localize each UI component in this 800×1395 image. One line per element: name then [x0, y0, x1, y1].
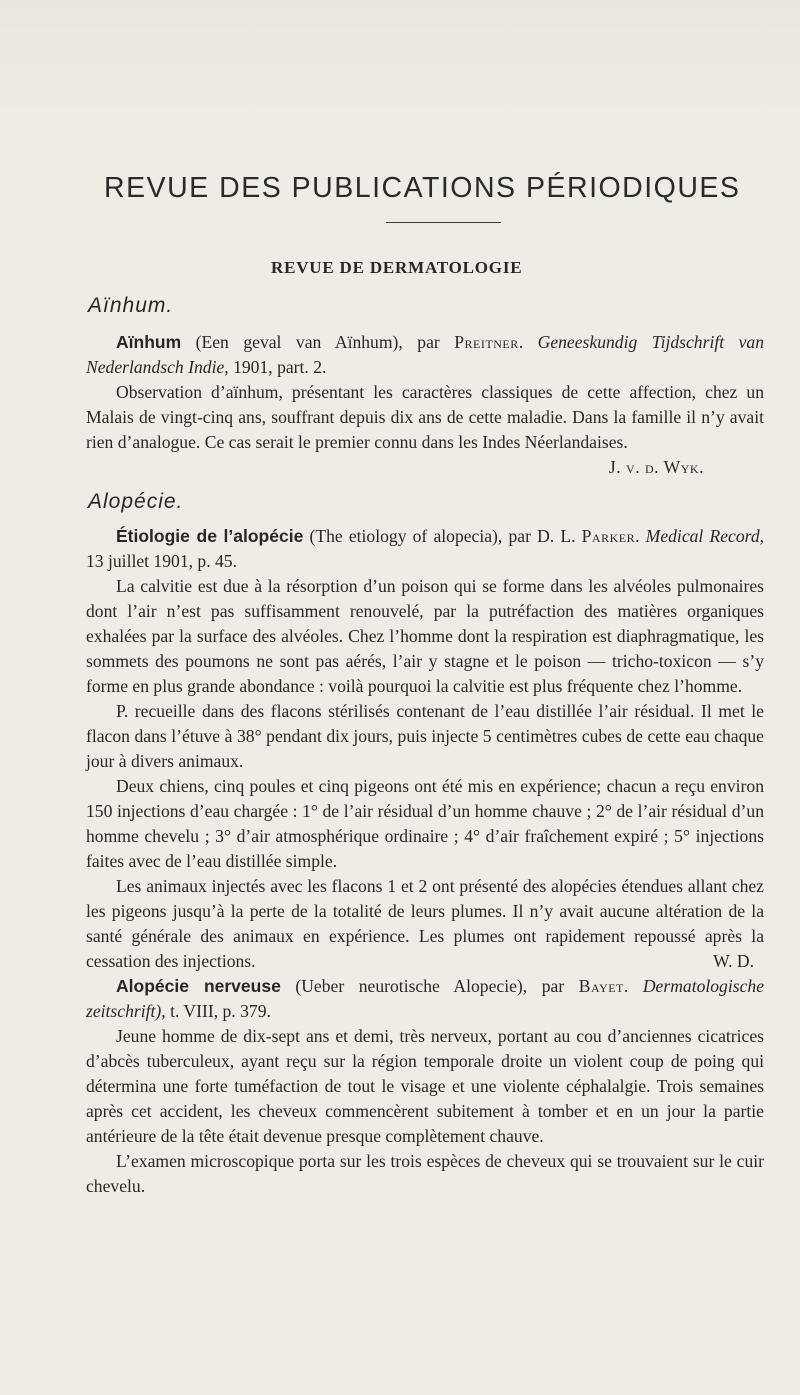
alopecie-paragraph-4-signature: W. D. — [713, 951, 754, 971]
alopecie-article1-journal: Medical Record — [645, 526, 760, 546]
alopecie-paragraph-6: L’examen microscopique porta sur les trois espèces de cheveux qui se trouvaient sur le cuir chevelu. — [86, 1151, 764, 1196]
ainhum-heading: Aïnhum. — [88, 294, 174, 317]
alopecie-paragraph-1: La calvitie est due à la résorption d’un poison qui se forme dans les alvéoles pulmonaires dont l’air n’est pas suffisamment renouvelé, par la putréfaction des matières organiques exhalées par la surface des alvéoles. Chez l’homme dont la respiration est diaphragmatique, les sommets des poumons ne sont pas aérés, l’air y stagne et le poison — tricho-toxicon — s’y forme en plus grande abondance : voilà pourquoi la calvitie est plus fréquente chez l’homme. — [86, 576, 764, 696]
alopecie-article1-citation-c: , 13 juillet 1901, p. 45. — [86, 526, 765, 571]
ainhum-article — [86, 330, 764, 480]
alopecie-article1-title: Étiologie de l’alopécie — [116, 526, 304, 546]
alopecie-paragraph-4 — [86, 874, 764, 974]
alopecie-article2-citation-c: , t. VIII, p. 379. — [161, 1001, 271, 1021]
alopecie-article2-citation-b: . — [623, 976, 643, 996]
alopecie-article2-title: Alopécie nerveuse — [116, 976, 281, 996]
ainhum-citation — [86, 330, 764, 380]
alopecie-paragraph-5: Jeune homme de dix-sept ans et demi, très nerveux, portant au cou d’anciennes cicatrices d’abcès tuberculeux, ayant reçu sur la région temporale droite un violent coup de poing qui détermina une forte tuméfaction de tout le visage et une violente céphalalgie. Trois semaines après cet accident, les cheveux commencèrent subitement à tomber et en un jour la partie antérieure de la tête était devenue presque complètement chauve. — [86, 1026, 764, 1146]
alopecie-article2-journal: Dermatologische zeitschrift) — [86, 976, 765, 1021]
title-divider — [386, 222, 501, 223]
alopecie-article2-citation-a: (Ueber neurotische Alopecie), par — [280, 976, 579, 996]
section-title: REVUE DE DERMATOLOGIE — [271, 258, 523, 277]
alopecie-article1-citation-a: (The etiology of alopecia), par D. L. — [303, 526, 582, 546]
alopecie-paragraph-3: Deux chiens, cinq poules et cinq pigeons ont été mis en expérience; chacun a reçu environ 150 injections d’eau chargée : 1° de l’air résidual d’un homme chauve ; 2° de l’air résidual d’un homme chevelu ; 3° d’air atmosphérique ordinaire ; 4° d’air fraîchement expiré ; 5° injections faites avec de l’eau distillée simple. — [86, 776, 764, 871]
ainhum-citation-a: (Een geval van Aïnhum), par — [181, 332, 455, 352]
alopecie-articles — [86, 524, 764, 1199]
ainhum-journal: Geneeskundig Tijdschrift van Nederlandsch Indie — [86, 332, 765, 377]
page-title: REVUE DES PUBLICATIONS PÉRIODIQUES — [104, 172, 741, 204]
ainhum-author: Preitner — [454, 332, 519, 352]
alopecie-article1-author: Parker — [581, 526, 636, 546]
ainhum-body — [86, 380, 764, 477]
ainhum-citation-b: . — [518, 332, 538, 352]
alopecie-article1-citation — [86, 524, 764, 574]
ainhum-article-title: Aïnhum — [116, 332, 182, 352]
alopecie-article1-citation-b: . — [635, 526, 646, 546]
ainhum-signature: J. v. d. Wyk. — [608, 457, 704, 477]
alopecie-article2-author: Bayet — [578, 976, 624, 996]
alopecie-paragraph-4-text: Les animaux injectés avec les flacons 1 et 2 ont présenté des alopécies étendues allant chez les pigeons jusqu’à la perte de la totalité de leurs plumes. Il n’y avait aucune altération de la santé générale des animaux en expérience. Les plumes ont rapidement repoussé après la cessation des injections. — [86, 876, 764, 971]
ainhum-body-text: Observation d’aïnhum, présentant les caractères classiques de cette affection, chez un Malais de vingt-cinq ans, souffrant depuis dix ans de cette maladie. Dans la famille il n’y avait rien d’analogue. Ce cas serait le premier connu dans les Indes Néerlandaises. — [86, 382, 764, 452]
ainhum-citation-c: , 1901, part. 2. — [224, 357, 327, 377]
alopecie-paragraph-2: P. recueille dans des flacons stérilisés contenant de l’eau distillée l’air résidual. Il met le flacon dans l’étuve à 38° pendant dix jours, puis injecte 5 centimètres cubes de cette eau chaque jour à divers animaux. — [86, 701, 764, 771]
alopecie-heading: Alopécie. — [88, 490, 184, 513]
alopecie-article2-citation — [86, 974, 764, 1024]
document-page — [86, 0, 766, 1395]
